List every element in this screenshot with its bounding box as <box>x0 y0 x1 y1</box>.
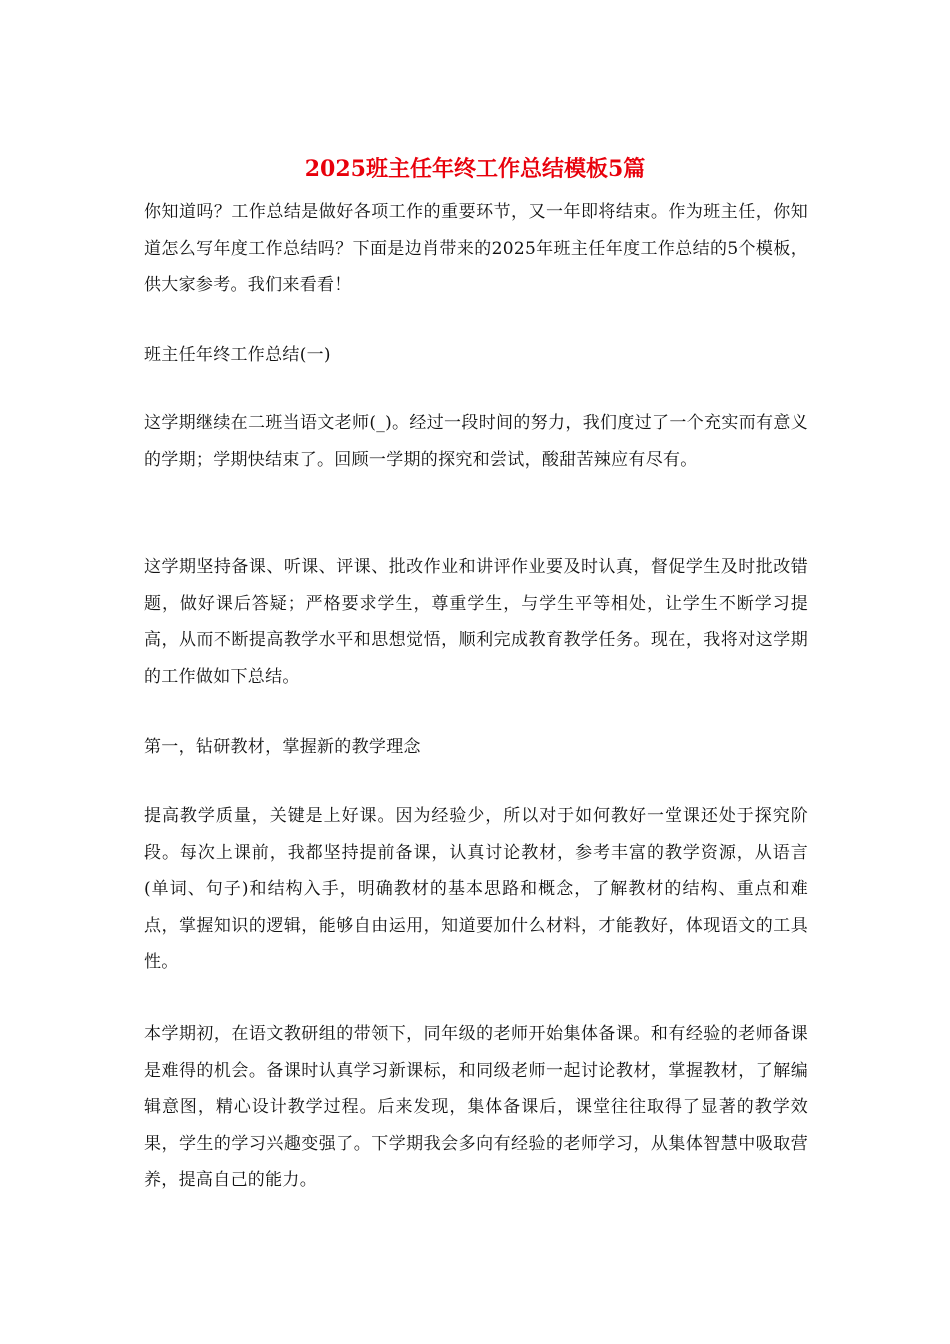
paragraph-6: 本学期初，在语文教研组的带领下，同年级的老师开始集体备课。和有经验的老师备课是难得的机会。备课时认真学习新课标，和同级老师一起讨论教材，掌握教材，了解编辑意图，精心设计教学过程。后来发现，集体备课后，课堂往往取得了显著的教学效果，学生的学习兴趣变强了。下学期我会多向有经验的老师学习，从集体智慧中吸取营养，提高自己的能力。 <box>144 1024 808 1190</box>
paragraph-5: 提高教学质量，关键是上好课。因为经验少，所以对于如何教好一堂课还处于探究阶段。每次上课前，我都坚持提前备课，认真讨论教材，参考丰富的教学资源，从语言(单词、句子)和结构入手，明确教材的基本思路和概念，了解教材的结构、重点和难点，掌握知识的逻辑，能够自由运用，知道要加什么材料，才能教好，体现语文的工具性。 <box>144 806 808 972</box>
intro-paragraph: 你知道吗？工作总结是做好各项工作的重要环节，又一年即将结束。作为班主任，你知道怎么写年度工作总结吗？下面是边肖带来的2025年班主任年度工作总结的5个模板，供大家参考。我们来看看！ <box>144 202 808 295</box>
paragraph-3: 这学期坚持备课、听课、评课、批改作业和讲评作业要及时认真，督促学生及时批改错题，做好课后答疑；严格要求学生，尊重学生，与学生平等相处，让学生不断学习提高，从而不断提高教学水平和思想觉悟，顺利完成教育教学任务。现在，我将对这学期的工作做如下总结。 <box>144 557 808 687</box>
subsection-heading-1: 第一，钻研教材，掌握新的教学理念 <box>144 737 421 757</box>
paragraph-2: 这学期继续在二班当语文老师(_)。经过一段时间的努力，我们度过了一个充实而有意义的学期；学期快结束了。回顾一学期的探究和尝试，酸甜苦辣应有尽有。 <box>144 413 808 470</box>
section-heading-1: 班主任年终工作总结(一) <box>144 345 331 365</box>
document-title: 2025班主任年终工作总结模板5篇 <box>304 156 646 182</box>
